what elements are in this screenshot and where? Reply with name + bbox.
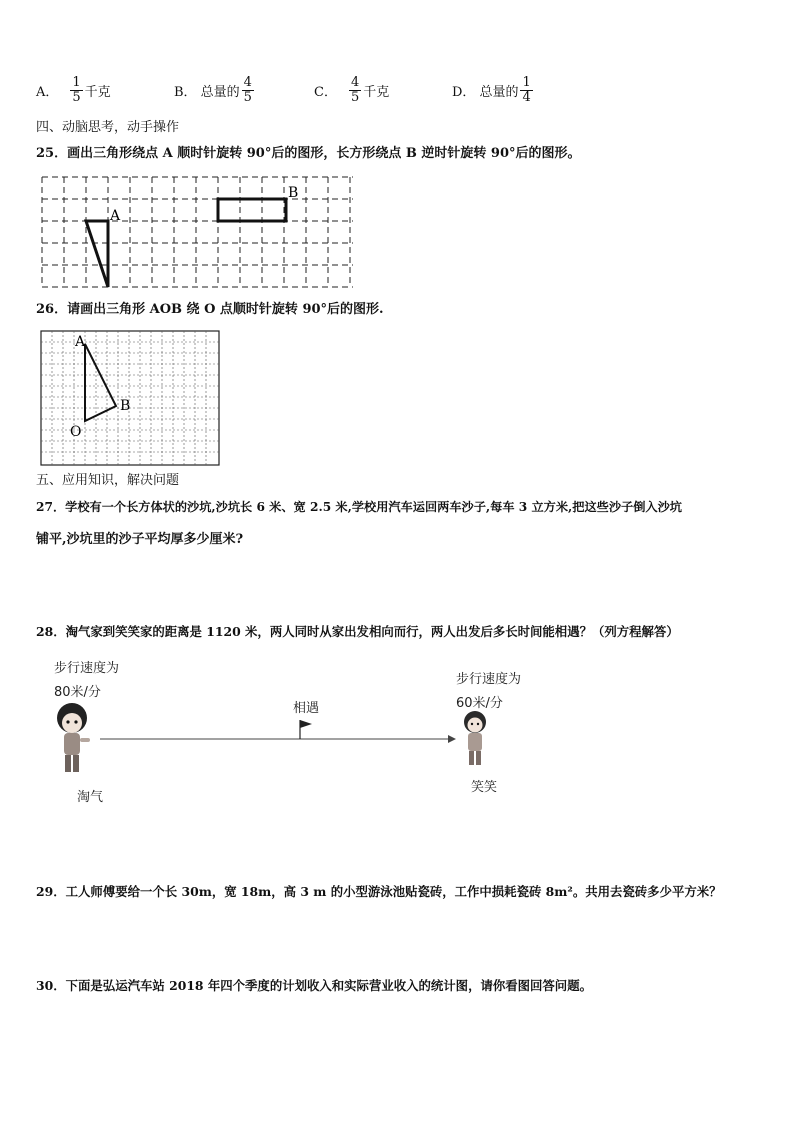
left-speed-value: 80米/分 xyxy=(54,685,101,700)
question-29: 29．工人师傅要给一个长 30m，宽 18m，高 3 m 的小型游泳池贴瓷砖，工作中损耗瓷砖 8m²。共用去瓷砖多少平方米？ xyxy=(36,884,722,899)
left-speed-label: 步行速度为 xyxy=(54,661,120,676)
option-letter: D． xyxy=(452,85,476,100)
option-a[interactable] xyxy=(36,76,111,105)
option-prefix: 总量的 xyxy=(200,85,240,100)
q26-triangle-aob xyxy=(85,344,116,421)
question-27-line-2: 铺平,沙坑里的沙子平均厚多少厘米? xyxy=(36,532,244,547)
q26-grid-figure[interactable] xyxy=(40,330,224,470)
option-suffix: 千克 xyxy=(363,85,390,100)
taoqi-figure xyxy=(57,703,90,772)
xiaoxiao-figure xyxy=(464,711,486,765)
q26-label-b: B xyxy=(120,398,131,414)
option-letter: A． xyxy=(36,85,59,100)
question-28: 28．淘气家到笑笑家的距离是 1120 米，两人同时从家出发相向而行，两人出发后多长时间能相遇？（列方程解答） xyxy=(36,624,679,639)
q26-label-o: O xyxy=(70,424,82,440)
option-suffix: 千克 xyxy=(84,85,111,100)
answer-options xyxy=(36,76,776,116)
q25-label-a: A xyxy=(110,208,121,224)
section-5-title: 五、应用知识，解决问题 xyxy=(36,473,180,488)
meet-label: 相遇 xyxy=(293,701,320,716)
fraction: $\frac{4}{5}$ xyxy=(350,75,360,105)
fraction: $\frac{4}{5}$ xyxy=(243,75,252,105)
q25-label-b: B xyxy=(288,185,299,201)
q28-diagram xyxy=(50,700,510,785)
option-b[interactable] xyxy=(174,76,256,105)
fraction: $\frac{1}{4}$ xyxy=(522,75,531,105)
q25-rectangle xyxy=(218,199,286,221)
left-name: 淘气 xyxy=(77,790,104,805)
q25-triangle xyxy=(86,221,108,287)
question-30: 30．下面是弘运汽车站 2018 年四个季度的计划收入和实际营业收入的统计图，请你看图回答问题。 xyxy=(36,978,592,993)
right-speed-value: 60米/分 xyxy=(456,696,503,711)
option-letter: B． xyxy=(174,85,197,100)
option-c[interactable] xyxy=(314,76,389,105)
arrow-head xyxy=(448,735,456,743)
option-letter: C． xyxy=(314,85,337,100)
fraction: $\frac{1}{5}$ xyxy=(72,75,81,105)
q26-label-a: A xyxy=(75,334,86,350)
question-27-line-1: 27．学校有一个长方体状的沙坑,沙坑长 6 米、宽 2.5 米,学校用汽车运回两车沙子,每车 3 立方米,把这些沙子倒入沙坑 xyxy=(36,500,682,514)
section-4-title: 四、动脑思考，动手操作 xyxy=(36,120,180,135)
right-speed-label: 步行速度为 xyxy=(456,672,522,687)
right-name: 笑笑 xyxy=(471,780,498,795)
question-25: 25．画出三角形绕点 A 顺时针旋转 90°后的图形，长方形绕点 B 逆时针旋转 90°后的图形。 xyxy=(36,146,581,161)
option-prefix: 总量的 xyxy=(479,85,519,100)
question-26: 26．请画出三角形 AOB 绕 O 点顺时针旋转 90°后的图形. xyxy=(36,302,384,317)
q25-grid-figure[interactable] xyxy=(40,175,356,290)
meet-flag xyxy=(300,720,312,728)
option-d[interactable] xyxy=(452,76,535,105)
